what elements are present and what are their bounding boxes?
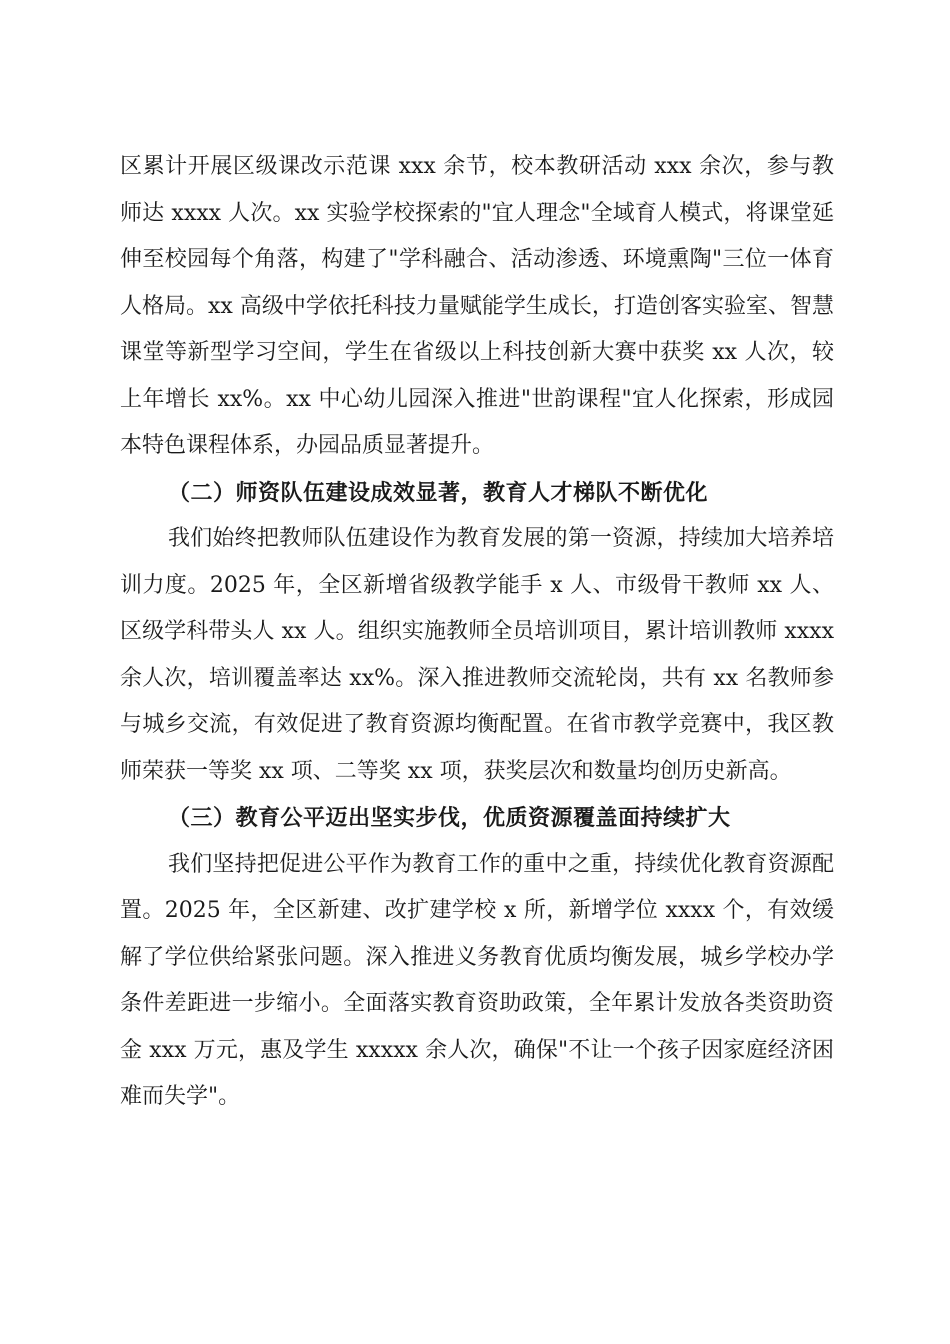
section-heading-education-equity: （三）教育公平迈出坚实步伐，优质资源覆盖面持续扩大 <box>168 805 731 831</box>
section-heading-teacher-team: （二）师资队伍建设成效显著，教育人才梯队不断优化 <box>168 479 709 506</box>
paragraph-teacher-team: 我们始终把教师队伍建设作为教育发展的第一资源，持续加大培养培训力度。2025 年，全区新增省级教学能手 x 人、市级骨干教师 xx 人、区级学科带头人 xx 人。组织实施教师全员培训项目，累计培训教师 xxxx 余人次，培训覆盖率达 xx%。深入推进教师交流轮岗，共有 xx 名教师参与城乡交流，有效促进了教育资源均衡配置。在省市教学竞赛中，我区教师荣获一等奖 xx 项、二等奖 xx 项，获奖层次和数量均创历史新高。 <box>120 526 834 784</box>
document-body <box>120 144 834 1121</box>
paragraph-curriculum-reform: 区累计开展区级课改示范课 xxx 余节，校本教研活动 xxx 余次，参与教师达 xxxx 人次。xx 实验学校探索的"宜人理念"全域育人模式，将课堂延伸至校园每个角落，构建了"学科融合、活动渗透、环境熏陶"三位一体育人格局。xx 高级中学依托科技力量赋能学生成长，打造创客实验室、智慧课堂等新型学习空间，学生在省级以上科技创新大赛中获奖 xx 人次，较上年增长 xx%。xx 中心幼儿园深入推进"世韵课程"宜人化探索，形成园本特色课程体系，办园品质显著提升。 <box>120 154 834 458</box>
paragraph-education-equity: 我们坚持把促进公平作为教育工作的重中之重，持续优化教育资源配置。2025 年，全区新建、改扩建学校 x 所，新增学位 xxxx 个，有效缓解了学位供给紧张问题。深入推进义务教育优质均衡发展，城乡学校办学条件差距进一步缩小。全面落实教育资助政策，全年累计发放各类资助资金 xxx 万元，惠及学生 xxxxx 余人次，确保"不让一个孩子因家庭经济困难而失学"。 <box>120 851 834 1109</box>
